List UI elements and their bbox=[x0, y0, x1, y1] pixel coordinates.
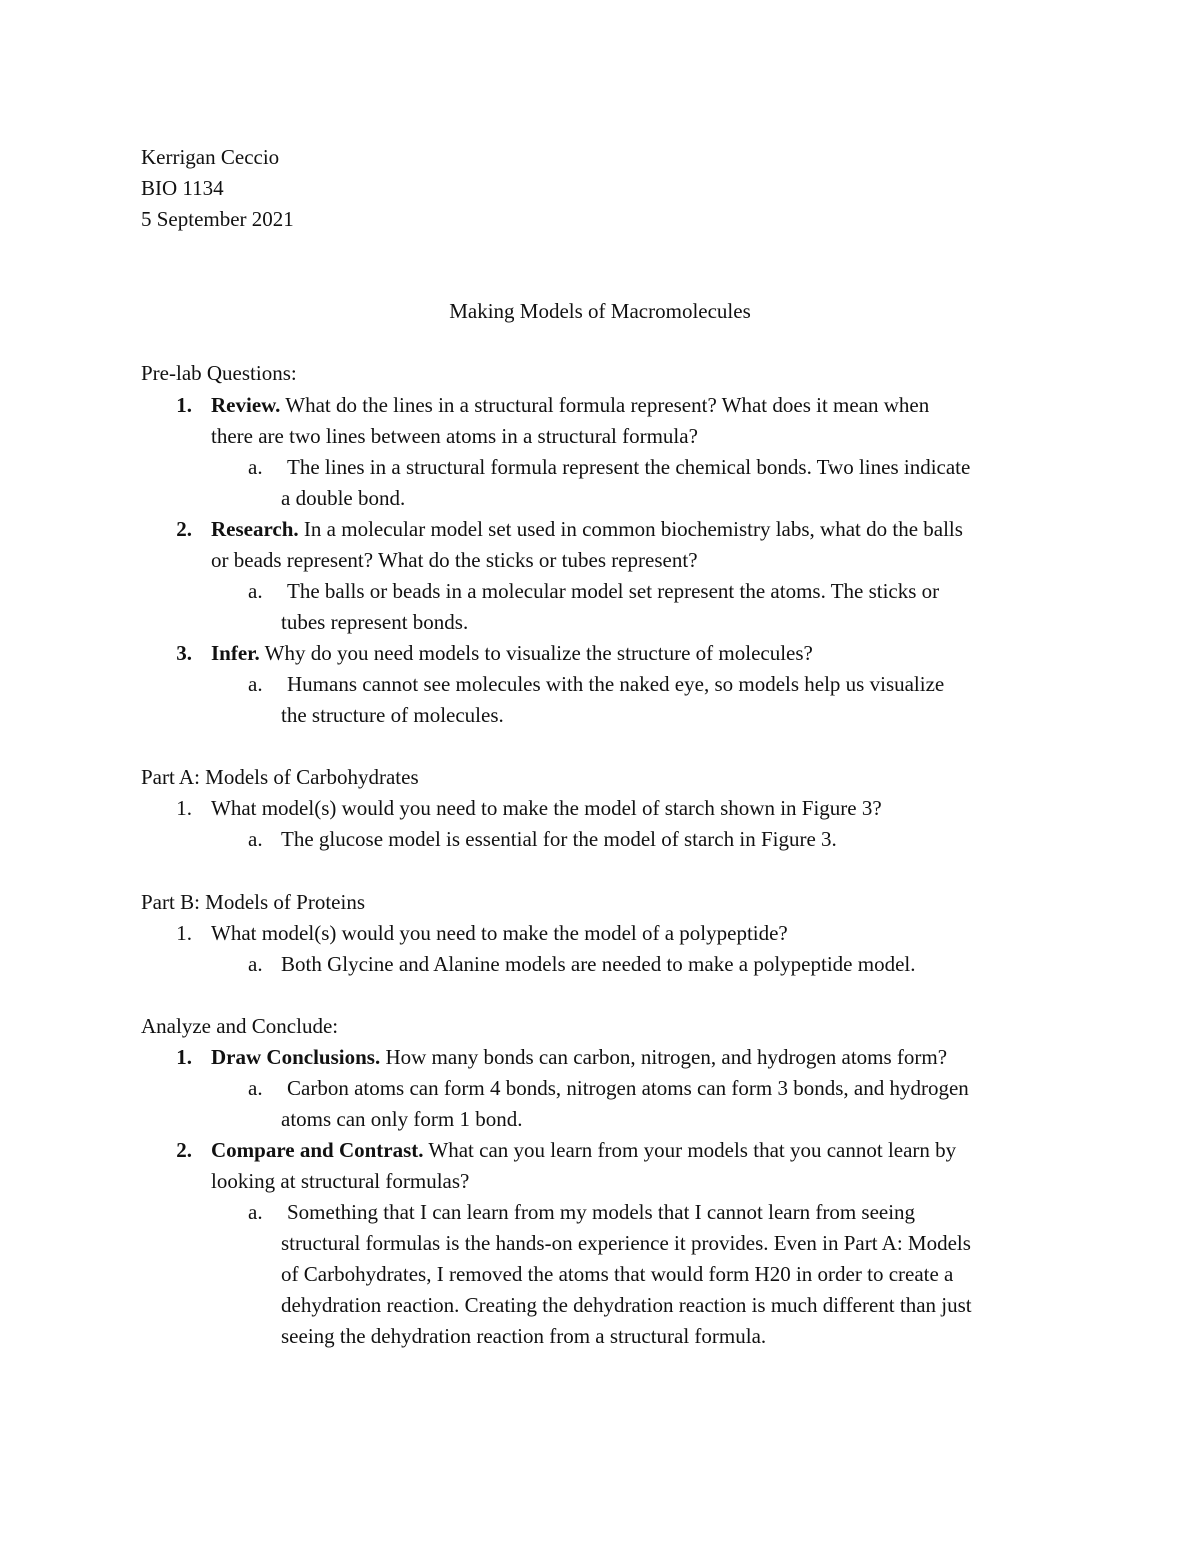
analyze-q2-question-cont: looking at structural formulas? bbox=[211, 1169, 470, 1193]
prelab-q1-question: Review. What do the lines in a structural formula represent? What does it mean when bbox=[211, 393, 930, 417]
analyze-q2-answer-cont-1: structural formulas is the hands-on experience it provides. Even in Part A: Models bbox=[281, 1231, 971, 1255]
analyze-q1-question: Draw Conclusions. How many bonds can carbon, nitrogen, and hydrogen atoms form? bbox=[211, 1045, 948, 1069]
analyze-q2-answer-cont-2: of Carbohydrates, I removed the atoms that would form H20 in order to create a bbox=[281, 1262, 954, 1286]
analyze-q2-answer-cont-4: seeing the dehydration reaction from a structural formula. bbox=[281, 1324, 767, 1348]
prelab-q2-question: Research. In a molecular model set used in common biochemistry labs, what do the balls bbox=[211, 517, 963, 541]
course-code: BIO 1134 bbox=[141, 176, 224, 200]
prelab-q2-question-cont: or beads represent? What do the sticks or tubes represent? bbox=[211, 548, 698, 572]
analyze-q2-answer-cont-3: dehydration reaction. Creating the dehydration reaction is much different than just bbox=[281, 1293, 972, 1317]
prelab-q3-number: 3. bbox=[176, 641, 192, 665]
prelab-q2-number: 2. bbox=[176, 517, 192, 541]
analyze-q2-keyword: Compare and Contrast. bbox=[211, 1138, 424, 1162]
analyze-q1-answer-letter: a. bbox=[248, 1076, 263, 1100]
prelab-q2-answer-cont: tubes represent bonds. bbox=[281, 610, 469, 634]
partA-q1-number: 1. bbox=[176, 796, 192, 820]
prelab-q1-question-cont: there are two lines between atoms in a structural formula? bbox=[211, 424, 698, 448]
prelab-q1-keyword: Review. bbox=[211, 393, 281, 417]
partB-heading: Part B: Models of Proteins bbox=[141, 890, 365, 914]
document-title: Making Models of Macromolecules bbox=[449, 299, 751, 323]
prelab-q1-answer: The lines in a structural formula represent the chemical bonds. Two lines indicate bbox=[287, 455, 971, 479]
prelab-q2-answer: The balls or beads in a molecular model set represent the atoms. The sticks or bbox=[287, 579, 940, 603]
analyze-q1-answer: Carbon atoms can form 4 bonds, nitrogen atoms can form 3 bonds, and hydrogen bbox=[287, 1076, 969, 1100]
document-date: 5 September 2021 bbox=[141, 207, 294, 231]
analyze-q2-question: Compare and Contrast. What can you learn from your models that you cannot learn by bbox=[211, 1138, 957, 1162]
prelab-q1-answer-cont: a double bond. bbox=[281, 486, 406, 510]
analyze-q1-keyword: Draw Conclusions. bbox=[211, 1045, 381, 1069]
partB-q1-number: 1. bbox=[176, 921, 192, 945]
analyze-q2-answer-letter: a. bbox=[248, 1200, 263, 1224]
prelab-q3-keyword: Infer. bbox=[211, 641, 260, 665]
analyze-heading: Analyze and Conclude: bbox=[141, 1014, 339, 1038]
prelab-q3-answer: Humans cannot see molecules with the naked eye, so models help us visualize bbox=[287, 672, 945, 696]
partA-q1-answer-letter: a. bbox=[248, 827, 263, 851]
prelab-q1-answer-letter: a. bbox=[248, 455, 263, 479]
prelab-q1-number: 1. bbox=[176, 393, 192, 417]
prelab-heading: Pre-lab Questions: bbox=[141, 361, 297, 385]
analyze-q1-answer-cont: atoms can only form 1 bond. bbox=[281, 1107, 523, 1131]
prelab-q2-keyword: Research. bbox=[211, 517, 299, 541]
prelab-q3-answer-letter: a. bbox=[248, 672, 263, 696]
partA-q1-answer: The glucose model is essential for the model of starch in Figure 3. bbox=[281, 827, 837, 851]
partA-heading: Part A: Models of Carbohydrates bbox=[141, 765, 419, 789]
analyze-q2-number: 2. bbox=[176, 1138, 192, 1162]
partB-q1-answer: Both Glycine and Alanine models are needed to make a polypeptide model. bbox=[281, 952, 916, 976]
prelab-q3-answer-cont: the structure of molecules. bbox=[281, 703, 504, 727]
partB-q1-answer-letter: a. bbox=[248, 952, 263, 976]
partB-q1-question: What model(s) would you need to make the model of a polypeptide? bbox=[211, 921, 788, 945]
author-name: Kerrigan Ceccio bbox=[141, 145, 280, 169]
analyze-q1-number: 1. bbox=[176, 1045, 192, 1069]
analyze-q2-answer: Something that I can learn from my models that I cannot learn from seeing bbox=[287, 1200, 916, 1224]
prelab-q2-answer-letter: a. bbox=[248, 579, 263, 603]
prelab-q3-question: Infer. Why do you need models to visualize the structure of molecules? bbox=[211, 641, 813, 665]
partA-q1-question: What model(s) would you need to make the model of starch shown in Figure 3? bbox=[211, 796, 882, 820]
